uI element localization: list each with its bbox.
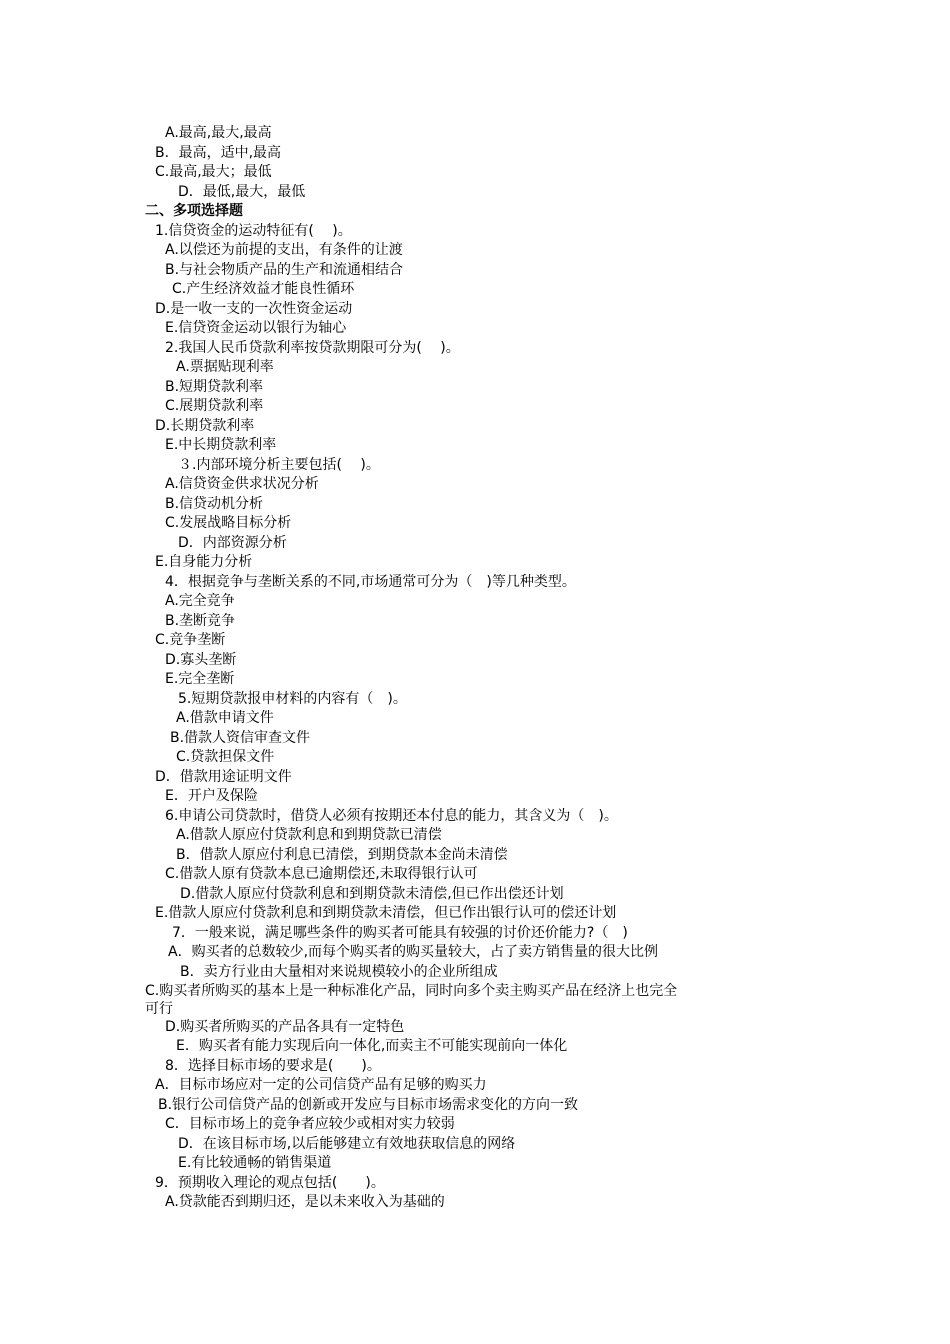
q6-option-c: C.借款人原有贷款本息已逾期偿还,未取得银行认可 <box>165 866 478 882</box>
option-d: D．最低,最大，最低 <box>178 184 306 200</box>
q7-option-c: C.购买者所购买的基本上是一种标准化产品，同时向多个卖主购买产品在经济上也完全 <box>145 983 678 999</box>
q6-option-b: B．借款人原应付利息已清偿，到期贷款本金尚未清偿 <box>176 847 508 863</box>
q1-option-b: B.与社会物质产品的生产和流通相结合 <box>165 262 404 278</box>
q2-option-c: C.展期贷款利率 <box>165 398 264 414</box>
q6-option-e: E.借款人原应付贷款利息和到期贷款未清偿，但已作出银行认可的偿还计划 <box>155 905 617 921</box>
q8-option-d: D．在该目标市场,以后能够建立有效地获取信息的网络 <box>178 1136 516 1152</box>
q8-option-c: C．目标市场上的竞争者应较少或相对实力较弱 <box>165 1116 455 1132</box>
q5-option-c: C.贷款担保文件 <box>176 749 275 765</box>
q8-option-e: E.有比较通畅的销售渠道 <box>178 1155 332 1171</box>
q6-option-a: A.借款人原应付贷款利息和到期贷款已清偿 <box>176 827 442 843</box>
option-a: A.最高,最大,最高 <box>165 125 272 141</box>
q5-option-b: B.借款人资信审查文件 <box>170 730 311 746</box>
question-7: 7．一般来说，满足哪些条件的购买者可能具有较强的讨价还价能力?（ ) <box>172 925 628 941</box>
q1-option-a: A.以偿还为前提的支出，有条件的让渡 <box>165 242 403 258</box>
q1-option-e: E.信贷资金运动以银行为轴心 <box>165 320 347 336</box>
q2-option-b: B.短期贷款利率 <box>165 379 264 395</box>
q3-option-c: C.发展战略目标分析 <box>165 515 292 531</box>
q3-option-a: A.信贷资金供求状况分析 <box>165 476 319 492</box>
q9-option-a: A.贷款能否到期归还，是以未来收入为基础的 <box>165 1194 445 1210</box>
question-5: 5.短期贷款报申材料的内容有（ )。 <box>178 691 407 707</box>
q7-option-a: A．购买者的总数较少,而每个购买者的购买量较大，占了卖方销售量的很大比例 <box>168 944 659 960</box>
question-9: 9．预期收入理论的观点包括( )。 <box>155 1175 385 1191</box>
q1-option-d: D.是一收一支的一次性资金运动 <box>155 301 353 317</box>
question-2: 2.我国人民币贷款利率按贷款期限可分为( )。 <box>165 340 460 356</box>
q2-option-d: D.长期贷款利率 <box>155 418 255 434</box>
q4-option-e: E.完全垄断 <box>165 671 235 687</box>
q3-option-d: D．内部资源分析 <box>178 535 287 551</box>
question-3: ３.内部环境分析主要包括( )。 <box>178 457 380 473</box>
q4-option-b: B.垄断竞争 <box>165 613 236 629</box>
q3-option-b: B.信贷动机分析 <box>165 496 264 512</box>
q4-option-c: C.竞争垄断 <box>155 632 226 648</box>
q8-option-a: A．目标市场应对一定的公司信贷产品有足够的购买力 <box>155 1077 487 1093</box>
q7-option-d: D.购买者所购买的产品各具有一定特色 <box>165 1019 405 1035</box>
q3-option-e: E.自身能力分析 <box>155 554 253 570</box>
question-6: 6.申请公司贷款时，借贷人必须有按期还本付息的能力，其含义为（ )。 <box>165 808 618 824</box>
q4-option-a: A.完全竞争 <box>165 593 235 609</box>
option-b: B．最高，适中,最高 <box>155 145 282 161</box>
question-1: 1.信贷资金的运动特征有( )。 <box>155 223 352 239</box>
q7-option-c-cont: 可行 <box>145 1001 173 1017</box>
q2-option-a: A.票据贴现利率 <box>176 359 274 375</box>
question-4: 4．根据竞争与垄断关系的不同,市场通常可分为（ )等几种类型。 <box>165 574 576 590</box>
q6-option-d: D.借款人原应付贷款利息和到期贷款未清偿,但已作出偿还计划 <box>180 886 564 902</box>
section-heading: 二、多项选择题 <box>145 203 243 219</box>
q7-option-e: E．购买者有能力实现后向一体化,而卖主不可能实现前向一体化 <box>176 1038 568 1054</box>
q2-option-e: E.中长期贷款利率 <box>165 437 277 453</box>
q5-option-a: A.借款申请文件 <box>176 710 274 726</box>
q5-option-d: D．借款用途证明文件 <box>155 769 292 785</box>
q7-option-b: B．卖方行业由大量相对来说规模较小的企业所组成 <box>180 964 498 980</box>
q4-option-d: D.寡头垄断 <box>165 652 237 668</box>
option-c: C.最高,最大；最低 <box>155 164 272 180</box>
q5-option-e: E．开户及保险 <box>165 788 258 804</box>
q1-option-c: C.产生经济效益才能良性循环 <box>172 281 355 297</box>
question-8: 8．选择目标市场的要求是( )。 <box>165 1058 381 1074</box>
q8-option-b: B.银行公司信贷产品的创新或开发应与目标市场需求变化的方向一致 <box>158 1097 579 1113</box>
